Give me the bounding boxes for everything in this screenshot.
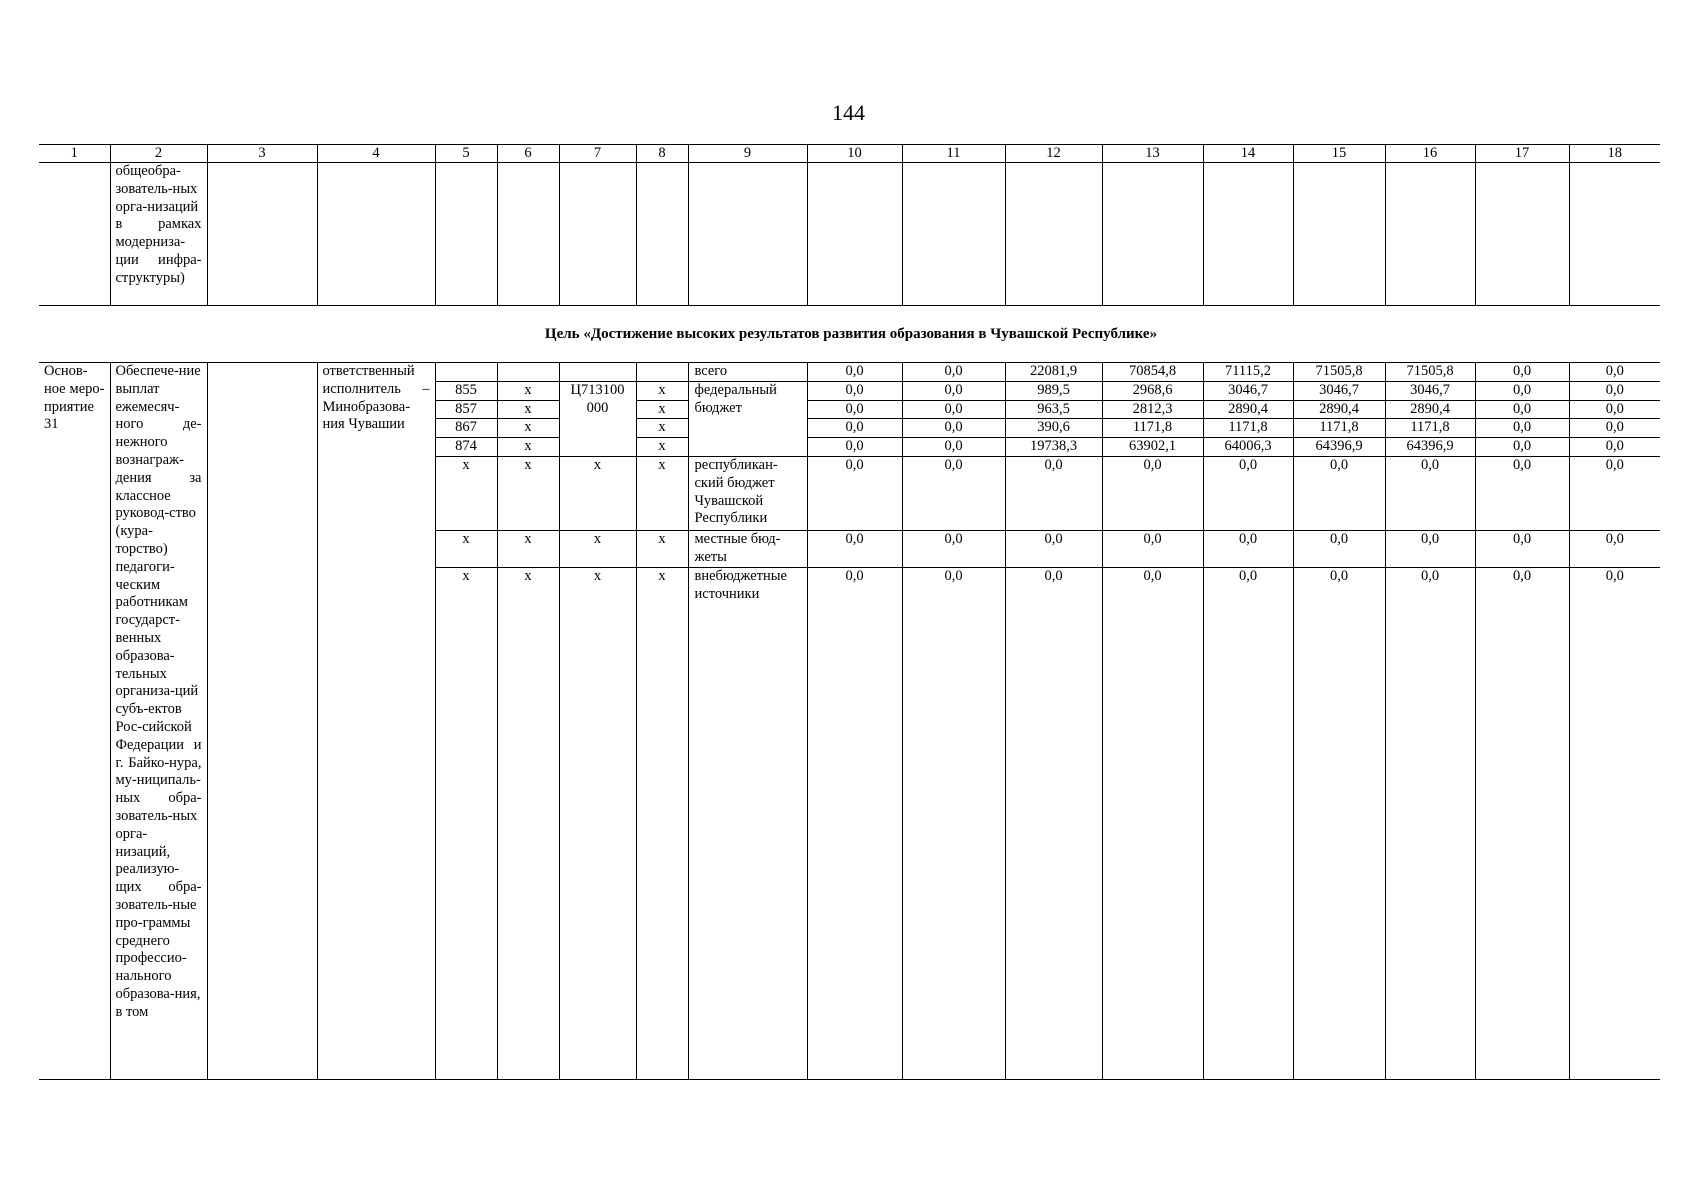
cell-c5: 867 [435, 419, 497, 438]
value-cell: 63902,1 [1102, 438, 1203, 457]
cell-c5: x [435, 456, 497, 530]
value-cell: 989,5 [1005, 381, 1102, 400]
value-cell: 22081,9 [1005, 363, 1102, 382]
cell-c5: 855 [435, 381, 497, 400]
value-cell: 0,0 [1102, 530, 1203, 567]
value-cell: 0,0 [807, 400, 902, 419]
value-cell: 0,0 [1293, 567, 1385, 1079]
budget-table [39, 362, 1660, 1080]
column-header: 6 [497, 145, 559, 163]
cell-c8: x [636, 438, 688, 457]
cell-c6: x [497, 400, 559, 419]
measure-name: Обеспече-ние выплат ежемесяч-ного де-нежного вознаграж-дения за классное руковод-ство (кура-торство) педагоги-ческим работникам государст-венных образова-тельных организа-ций субъ-ектов Рос-сийской Федерации и г. Байко-нура, му-ниципаль-ных обра-зователь-ных орга-низаций, реализую-щих обра-зователь-ные про-граммы среднего профессио-нального образова-ния, в том [110, 363, 207, 1080]
value-cell: 0,0 [902, 419, 1005, 438]
table-row [39, 363, 1660, 382]
value-cell: 0,0 [1569, 567, 1660, 1079]
funding-source: всего [688, 363, 807, 382]
value-cell: 1171,8 [1385, 419, 1475, 438]
value-cell: 0,0 [1475, 381, 1569, 400]
column-header: 4 [317, 145, 435, 163]
funding-source: республикан-ский бюджет Чувашской Республики [688, 456, 807, 530]
column-header: 2 [110, 145, 207, 163]
target-program-code: Ц713100 000 [559, 381, 636, 456]
page-number: 144 [832, 100, 865, 125]
value-cell: 0,0 [1475, 567, 1569, 1079]
value-cell: 0,0 [1475, 530, 1569, 567]
value-cell: 1171,8 [1293, 419, 1385, 438]
cell-c8: x [636, 456, 688, 530]
cell-c6 [497, 363, 559, 382]
value-cell: 0,0 [1569, 530, 1660, 567]
value-cell: 0,0 [1475, 456, 1569, 530]
value-cell: 0,0 [1102, 456, 1203, 530]
continuation-row [39, 163, 1660, 306]
value-cell: 3046,7 [1385, 381, 1475, 400]
column-header: 16 [1385, 145, 1475, 163]
column-header: 17 [1475, 145, 1569, 163]
value-cell: 0,0 [1203, 530, 1293, 567]
value-cell: 0,0 [807, 456, 902, 530]
value-cell: 0,0 [1102, 567, 1203, 1079]
value-cell: 2968,6 [1102, 381, 1203, 400]
cell-c5: 857 [435, 400, 497, 419]
value-cell: 1171,8 [1203, 419, 1293, 438]
column-header: 10 [807, 145, 902, 163]
value-cell: 0,0 [1569, 438, 1660, 457]
column-header: 15 [1293, 145, 1385, 163]
value-cell: 1171,8 [1102, 419, 1203, 438]
value-cell: 0,0 [807, 381, 902, 400]
value-cell: 70854,8 [1102, 363, 1203, 382]
value-cell: 0,0 [807, 530, 902, 567]
column-header: 9 [688, 145, 807, 163]
value-cell: 71505,8 [1385, 363, 1475, 382]
cell-c6: x [497, 567, 559, 1079]
cell-c5 [435, 363, 497, 382]
cell-c8: x [636, 530, 688, 567]
value-cell: 0,0 [1385, 530, 1475, 567]
value-cell: 0,0 [1569, 456, 1660, 530]
cell-c6: x [497, 381, 559, 400]
value-cell: 0,0 [1203, 456, 1293, 530]
value-cell: 71115,2 [1203, 363, 1293, 382]
value-cell: 0,0 [902, 363, 1005, 382]
cell-c7: x [559, 567, 636, 1079]
value-cell: 64396,9 [1293, 438, 1385, 457]
cell-c6: x [497, 530, 559, 567]
column-header: 1 [39, 145, 110, 163]
column-header: 12 [1005, 145, 1102, 163]
value-cell: 0,0 [902, 438, 1005, 457]
value-cell: 0,0 [807, 363, 902, 382]
funding-source: федеральный бюджет [688, 381, 807, 456]
column-header: 5 [435, 145, 497, 163]
value-cell: 64396,9 [1385, 438, 1475, 457]
column-header: 14 [1203, 145, 1293, 163]
cell-c8: x [636, 381, 688, 400]
value-cell: 3046,7 [1203, 381, 1293, 400]
cell-c5: x [435, 567, 497, 1079]
value-cell: 0,0 [1475, 419, 1569, 438]
budget-table-header [39, 144, 1660, 306]
value-cell: 2890,4 [1385, 400, 1475, 419]
value-cell: 0,0 [1005, 456, 1102, 530]
value-cell: 2890,4 [1293, 400, 1385, 419]
value-cell: 0,0 [1203, 567, 1293, 1079]
column-header: 7 [559, 145, 636, 163]
column-header: 3 [207, 145, 317, 163]
value-cell: 64006,3 [1203, 438, 1293, 457]
value-cell: 0,0 [1569, 400, 1660, 419]
cell-c6: x [497, 456, 559, 530]
goal-title: Цель «Достижение высоких результатов развития образования в Чувашской Республике» [544, 326, 1158, 342]
value-cell: 0,0 [807, 567, 902, 1079]
measure-type: Основ-ное меро-приятие 31 [39, 363, 110, 1080]
cell-c8: x [636, 400, 688, 419]
value-cell: 3046,7 [1293, 381, 1385, 400]
continuation-text: общеобра-зователь-ных орга-низаций в рамках модерниза-ции инфра-структуры) [110, 163, 207, 306]
value-cell: 2812,3 [1102, 400, 1203, 419]
value-cell: 0,0 [902, 530, 1005, 567]
value-cell: 0,0 [1293, 530, 1385, 567]
column-header: 13 [1102, 145, 1203, 163]
value-cell: 0,0 [902, 456, 1005, 530]
cell-c8: x [636, 419, 688, 438]
value-cell: 0,0 [902, 381, 1005, 400]
cell-c5: x [435, 530, 497, 567]
value-cell: 0,0 [1569, 381, 1660, 400]
value-cell: 963,5 [1005, 400, 1102, 419]
value-cell: 0,0 [807, 438, 902, 457]
value-cell: 390,6 [1005, 419, 1102, 438]
value-cell: 19738,3 [1005, 438, 1102, 457]
column-header-row [39, 145, 1660, 163]
column-header: 11 [902, 145, 1005, 163]
value-cell: 0,0 [1569, 363, 1660, 382]
cell-c6: x [497, 438, 559, 457]
value-cell: 0,0 [1475, 438, 1569, 457]
value-cell: 0,0 [1385, 456, 1475, 530]
cell-c6: x [497, 419, 559, 438]
value-cell: 0,0 [1385, 567, 1475, 1079]
cell-c7: x [559, 530, 636, 567]
funding-source: местные бюд-жеты [688, 530, 807, 567]
value-cell: 2890,4 [1203, 400, 1293, 419]
cell-c7: x [559, 456, 636, 530]
value-cell: 0,0 [1005, 530, 1102, 567]
value-cell: 71505,8 [1293, 363, 1385, 382]
cell-c8 [636, 363, 688, 382]
value-cell: 0,0 [1293, 456, 1385, 530]
cell-c5: 874 [435, 438, 497, 457]
value-cell: 0,0 [902, 400, 1005, 419]
executor: ответственный исполнитель – Минобразова-ния Чувашии [317, 363, 435, 1080]
cell-c8: x [636, 567, 688, 1079]
value-cell: 0,0 [1475, 363, 1569, 382]
value-cell: 0,0 [807, 419, 902, 438]
funding-source: внебюджетные источники [688, 567, 807, 1079]
column-header: 18 [1569, 145, 1660, 163]
value-cell: 0,0 [1475, 400, 1569, 419]
value-cell: 0,0 [1005, 567, 1102, 1079]
value-cell: 0,0 [902, 567, 1005, 1079]
value-cell: 0,0 [1569, 419, 1660, 438]
column-header: 8 [636, 145, 688, 163]
